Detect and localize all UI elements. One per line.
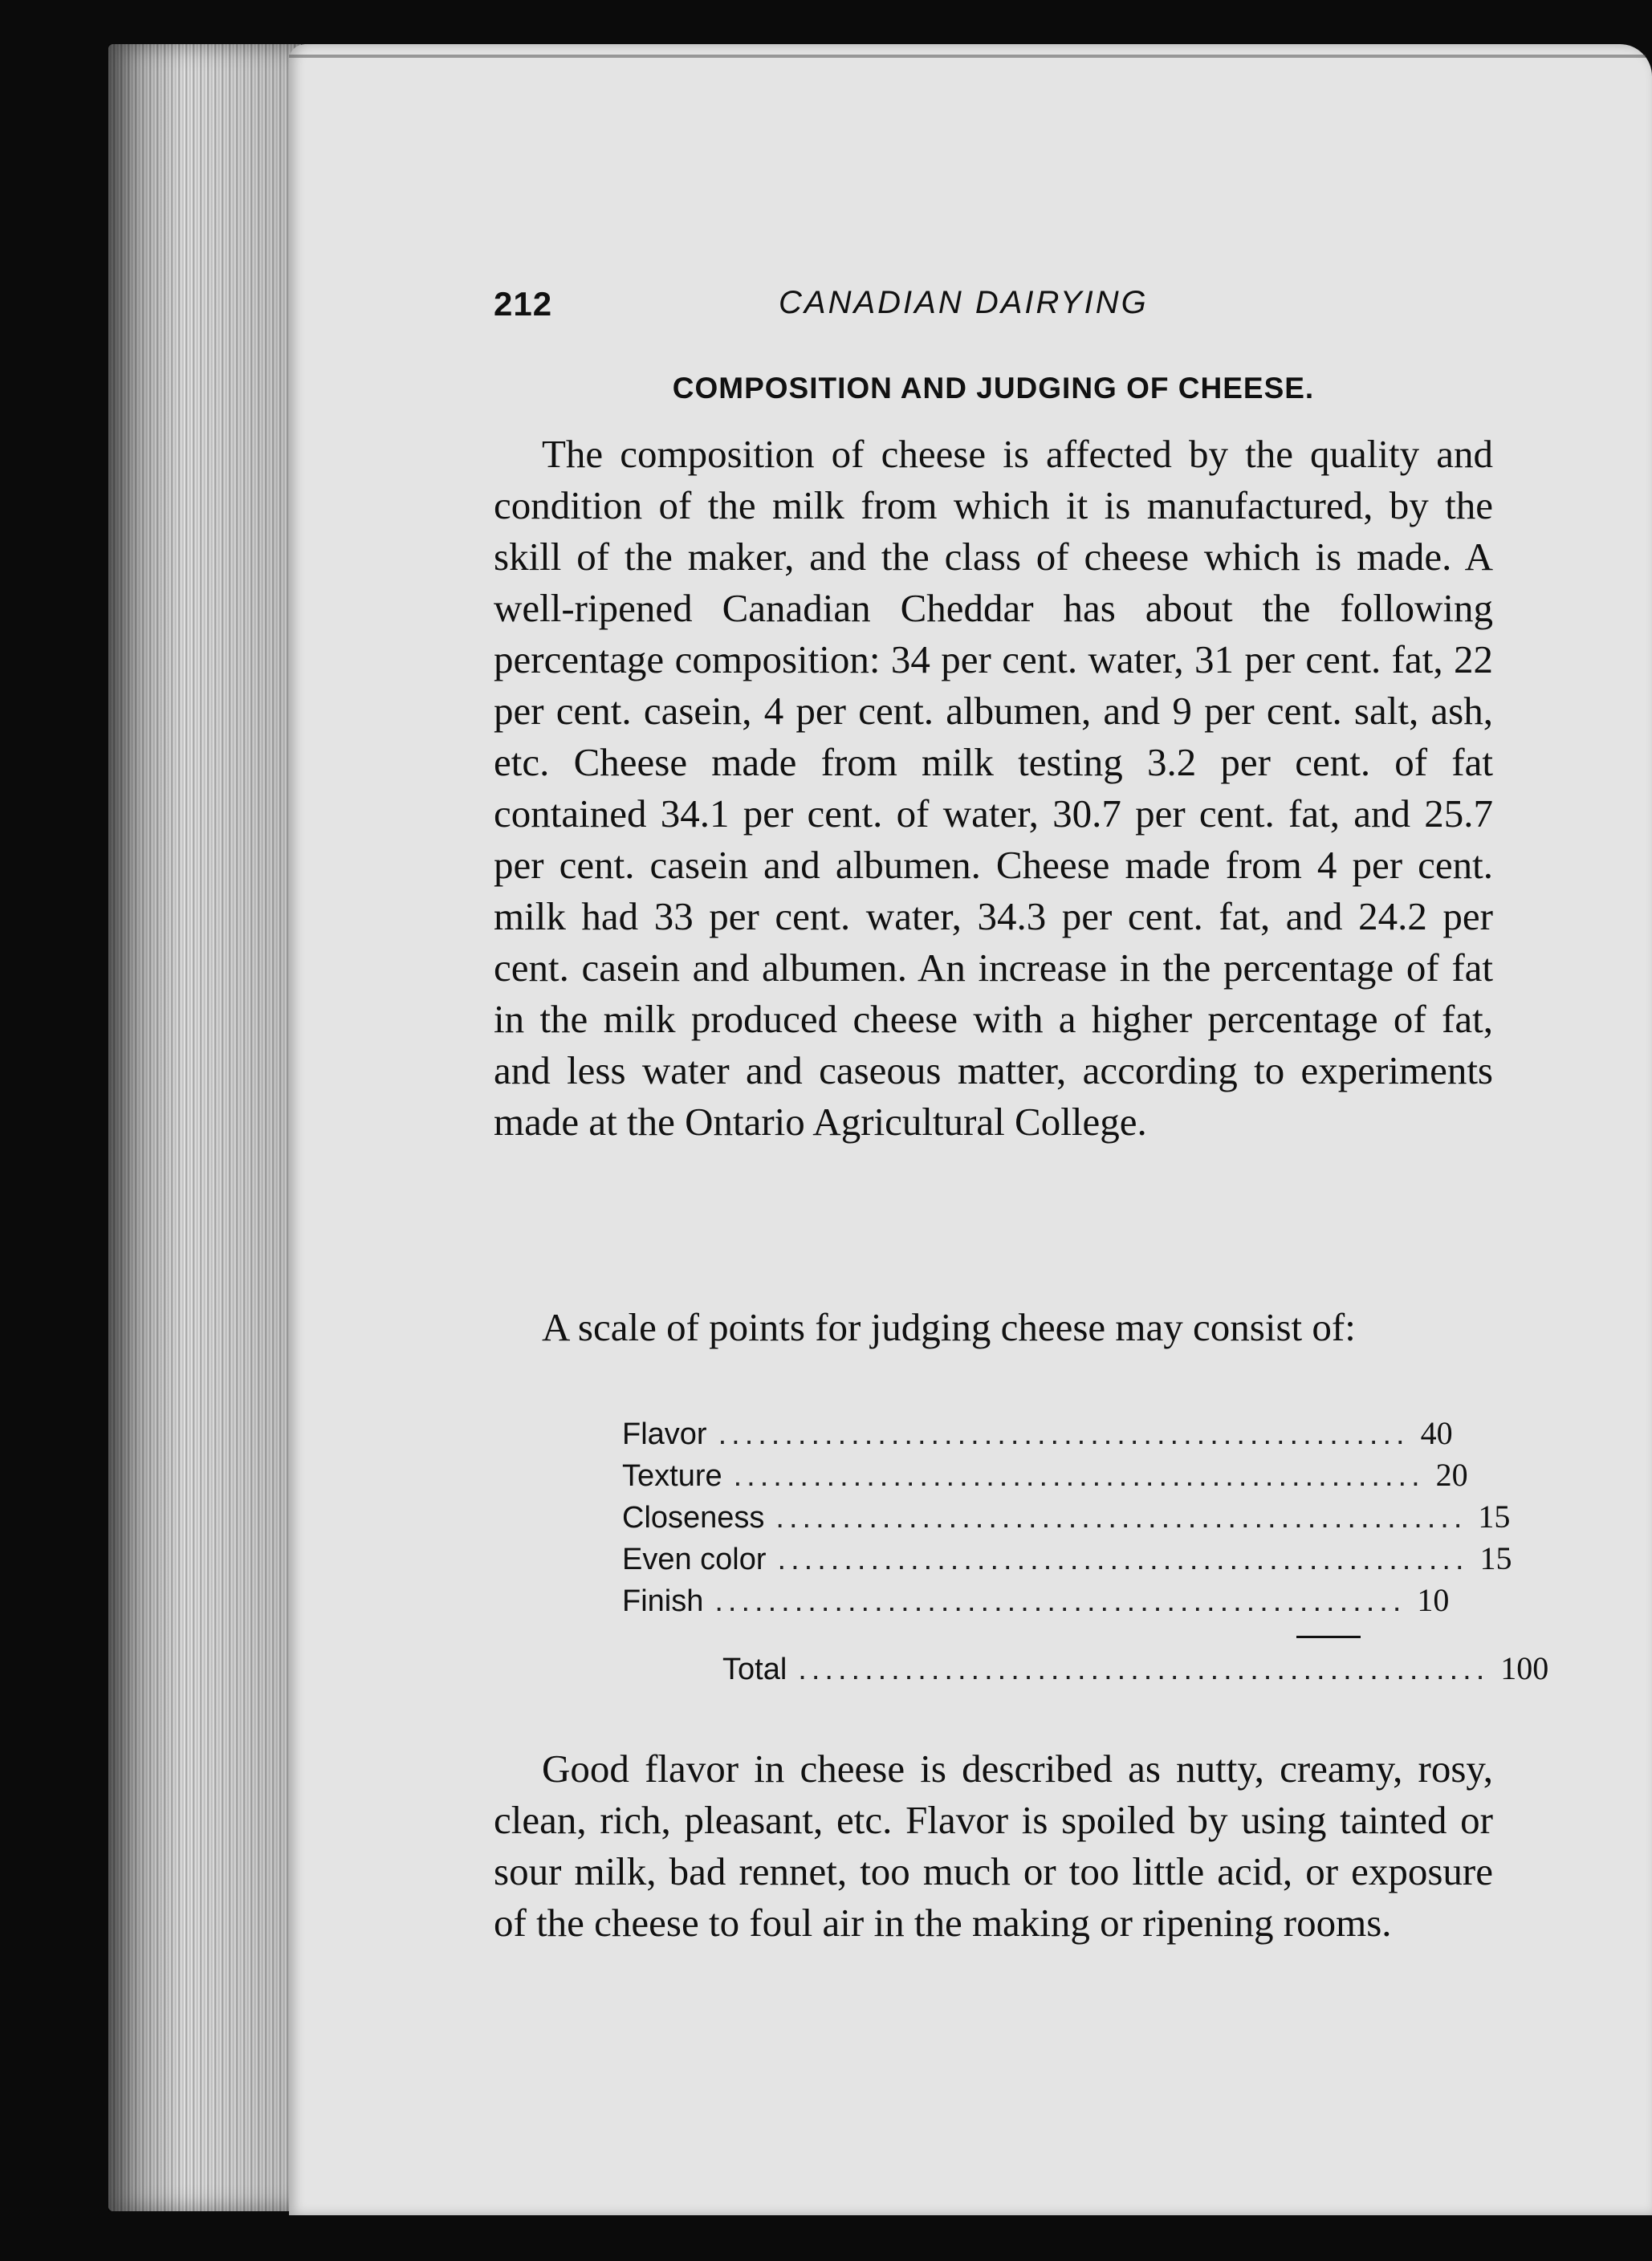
- scale-row: [622, 1539, 1512, 1581]
- scale-row: [622, 1498, 1511, 1539]
- paragraph-flavor: Good flavor in cheese is described as nutty, creamy, rosy, clean, rich, pleasant, etc. Flavor is spoiled by using tainted or sour milk, bad rennet, too much or too little acid, or exposure of the cheese to foul air in the making or ripening rooms.: [494, 1747, 1493, 1945]
- scale-label: Even color: [622, 1543, 767, 1576]
- total-label: Total: [722, 1653, 787, 1686]
- running-title: CANADIAN DAIRYING: [779, 285, 1149, 320]
- scale-points: 15: [1479, 1540, 1512, 1576]
- scale-label: Finish: [622, 1584, 704, 1618]
- page-edges-shadow: [108, 44, 301, 2211]
- scale-label: Texture: [622, 1459, 722, 1493]
- scale-label: Flavor: [622, 1417, 707, 1451]
- leader-dots: ....................................................: [714, 1584, 1406, 1618]
- paragraph-composition: The composition of cheese is affected by the quality and condition of the milk from which it is manufactured, by the skill of the maker, and the class of cheese which is made. A well-ripened Canadian Cheddar has about the following percentage composition: 34 per cent. water, 31 per cent. fat, 22 per cent. casein, 4 per cent. albumen, and 9 per cent. salt, ash, etc. Cheese made from milk testing 3.2 per cent. of fat contained 34.1 per cent. of water, 30.7 per cent. fat, and 25.7 per cent. casein and albumen. Cheese made from 4 per cent. milk had 33 per cent. water, 34.3 per cent. fat, and 24.2 per cent. casein and albumen. An increase in the percentage of fat in the milk produced cheese with a higher percentage of fat, and less water and caseous matter, according to experiments made at the Ontario Agricultural College.: [494, 432, 1493, 1144]
- scale-row: [622, 1456, 1468, 1498]
- scale-of-points-table: [622, 1414, 1549, 1691]
- scale-row: [622, 1581, 1450, 1623]
- leader-dots: ....................................................: [733, 1459, 1425, 1493]
- page-number: 212: [494, 285, 553, 323]
- scale-total-row: [622, 1649, 1549, 1691]
- scale-row: [622, 1414, 1453, 1456]
- section-heading: COMPOSITION AND JUDGING OF CHEESE.: [672, 372, 1315, 405]
- leader-dots: ....................................................: [718, 1417, 1410, 1451]
- scale-points: 20: [1435, 1457, 1468, 1493]
- leader-dots: ....................................................: [777, 1543, 1469, 1576]
- total-points: 100: [1500, 1650, 1549, 1686]
- sum-rule: [1296, 1636, 1361, 1638]
- scale-points: 10: [1417, 1582, 1450, 1618]
- scale-label: Closeness: [622, 1501, 765, 1535]
- leader-dots: ....................................................: [775, 1501, 1467, 1535]
- paragraph-scale-intro: A scale of points for judging cheese may consist of:: [542, 1305, 1356, 1349]
- scale-points: 40: [1420, 1415, 1453, 1451]
- scale-points: 15: [1478, 1499, 1511, 1535]
- page-top-edge: [289, 55, 1646, 58]
- leader-dots: ....................................................: [798, 1653, 1490, 1686]
- running-head: [494, 285, 1296, 333]
